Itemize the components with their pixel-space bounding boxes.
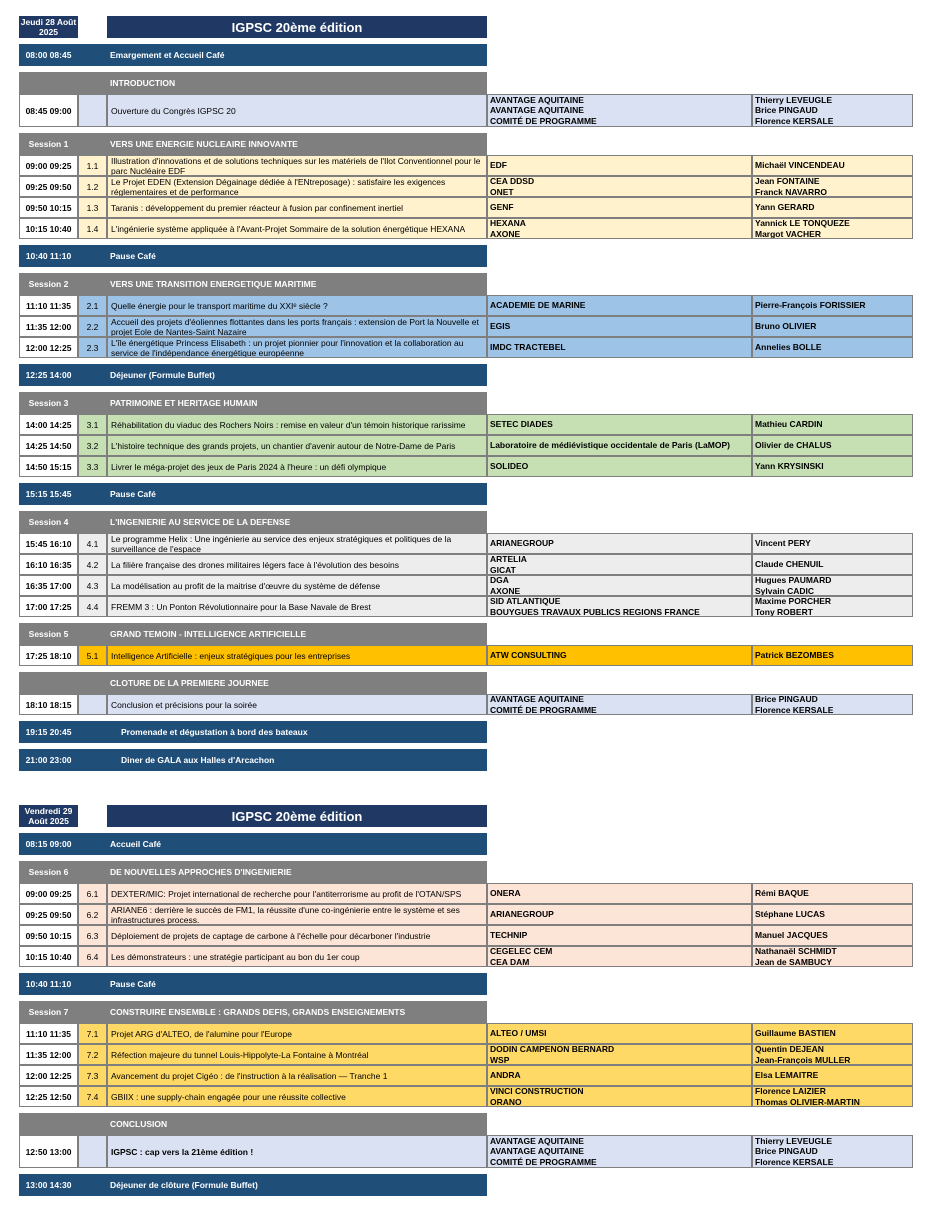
talk-title: Illustration d'innovations et de solutions techniques sur les matériels de l'Ilot Conventionnel pour le parc Nucléaire EDF [107,155,487,176]
organisation-name: ACADEMIE DE MARINE [490,300,586,311]
break-gap [78,364,107,386]
session-label: Session 2 [19,273,78,295]
talk-title: Taranis : développement du premier réacteur à fusion par confinement inertiel [107,197,487,218]
talk-time: 11:35 12:00 [19,1044,78,1065]
talk-time: 11:35 12:00 [19,316,78,337]
organisation-name: HEXANA [490,218,526,228]
talk-number [78,94,107,127]
talk-speakers [752,1135,913,1168]
speaker-name: Annelies BOLLE [755,342,822,353]
talk-title: La modélisation au profit de la maitrise d'œuvre du système de défense [107,575,487,596]
talk-speakers [752,337,913,358]
talk-title: Conclusion et précisions pour la soirée [107,694,487,715]
talk-number: 1.3 [78,197,107,218]
speaker-name: Brice PINGAUD [755,1146,818,1157]
organisation-name: ONET [490,186,514,197]
organisation-name: ARIANEGROUP [490,538,554,549]
organisation-name: CEGELEC CEM [490,946,553,956]
talk-organisations [487,533,752,554]
break-label: Pause Café [107,973,487,995]
break-gap [78,44,107,66]
speaker-name: Claude CHENUIL [755,559,824,570]
speaker-name: Florence KERSALE [755,115,834,126]
speaker-name: Florence KERSALE [755,1156,834,1167]
organisation-name: DODIN CAMPENON BERNARD [490,1044,615,1054]
talk-organisations [487,645,752,666]
session-gap [78,392,107,414]
session-gap [78,133,107,155]
break-time: 12:25 14:00 [19,364,78,386]
organisation-name: AVANTAGE AQUITAINE [490,1146,584,1157]
break-label: Diner de GALA aux Halles d'Arcachon [107,749,487,771]
talk-organisations [487,1065,752,1086]
talk-speakers [752,596,913,617]
talk-speakers [752,197,913,218]
talk-organisations [487,1023,752,1044]
talk-title: Le programme Helix : Une ingénierie au service des enjeux stratégiques et politiques de la surveillance de l'espace [107,533,487,554]
speaker-name: Manuel JACQUES [755,930,828,941]
talk-organisations [487,295,752,316]
speaker-name: Jean-François MULLER [755,1054,851,1065]
speaker-name: Michaël VINCENDEAU [755,160,845,171]
organisation-name: GENF [490,202,514,213]
talk-organisations [487,316,752,337]
session-title: DE NOUVELLES APPROCHES D'INGENIERIE [107,861,487,883]
talk-title: L'ingénierie système appliquée à l'Avant-Projet Sommaire de la solution énergétique HEXANA [107,218,487,239]
organisation-name: AXONE [490,585,521,596]
talk-number: 3.2 [78,435,107,456]
organisation-name: CEA DAM [490,956,530,967]
day-title-banner: IGPSC 20ème édition [107,16,487,38]
talk-organisations [487,694,752,715]
organisation-name: ATW CONSULTING [490,650,567,661]
speaker-name: Brice PINGAUD [755,694,818,704]
talk-number: 5.1 [78,645,107,666]
session-label [19,72,78,94]
talk-title: Accueil des projets d'éoliennes flottantes dans les ports français : extension de Port la Nouvelle et projet Eole de Nantes-Saint Nazaire [107,316,487,337]
talk-title: Réhabilitation du viaduc des Rochers Noirs : remise en valeur d'un témoin historique rarissime [107,414,487,435]
speaker-name: Pierre-François FORISSIER [755,300,866,311]
talk-organisations [487,925,752,946]
session-gap [78,511,107,533]
talk-time: 15:45 16:10 [19,533,78,554]
talk-speakers [752,414,913,435]
session-title: VERS UNE TRANSITION ENERGETIQUE MARITIME [107,273,487,295]
talk-time: 09:00 09:25 [19,155,78,176]
session-title: CLOTURE DE LA PREMIERE JOURNEE [107,672,487,694]
talk-time: 12:50 13:00 [19,1135,78,1168]
break-label: Pause Café [107,245,487,267]
break-gap [78,1174,107,1196]
break-time: 10:40 11:10 [19,973,78,995]
speaker-name: Vincent PERY [755,538,811,549]
talk-time: 08:45 09:00 [19,94,78,127]
organisation-name: ORANO [490,1096,522,1107]
talk-speakers [752,1065,913,1086]
session-gap [78,273,107,295]
talk-time: 14:25 14:50 [19,435,78,456]
talk-organisations [487,155,752,176]
talk-title: IGPSC : cap vers la 21ème édition ! [107,1135,487,1168]
speaker-name: Mathieu CARDIN [755,419,823,430]
talk-time: 14:00 14:25 [19,414,78,435]
talk-title: Les démonstrateurs : une stratégie participant au bon du 1er coup [107,946,487,967]
talk-organisations [487,1135,752,1168]
speaker-name: Patrick BEZOMBES [755,650,834,661]
talk-title: Déploiement de projets de captage de carbone à l'échelle pour décarboner l'industrie [107,925,487,946]
break-gap [78,833,107,855]
talk-number: 1.4 [78,218,107,239]
talk-number: 6.1 [78,883,107,904]
speaker-name: Guillaume BASTIEN [755,1028,836,1039]
organisation-name: VINCI CONSTRUCTION [490,1086,584,1096]
talk-organisations [487,883,752,904]
talk-organisations [487,946,752,967]
session-title: INTRODUCTION [107,72,487,94]
organisation-name: CEA DDSD [490,176,535,186]
organisation-name: AVANTAGE AQUITAINE [490,94,584,105]
break-gap [78,245,107,267]
talk-number: 4.4 [78,596,107,617]
talk-number: 1.2 [78,176,107,197]
speaker-name: Yannick LE TONQUEZE [755,218,850,228]
talk-title: L'île énergétique Princess Elisabeth : un projet pionnier pour l'innovation et la collaboration au service de l'indépendance énergétique européenne [107,337,487,358]
talk-speakers [752,925,913,946]
talk-speakers [752,946,913,967]
talk-organisations [487,596,752,617]
talk-time: 12:00 12:25 [19,1065,78,1086]
talk-speakers [752,554,913,575]
session-title: CONSTRUIRE ENSEMBLE : GRANDS DEFIS, GRANDS ENSEIGNEMENTS [107,1001,487,1023]
session-label: Session 7 [19,1001,78,1023]
talk-time: 09:00 09:25 [19,883,78,904]
talk-organisations [487,1044,752,1065]
talk-number: 7.2 [78,1044,107,1065]
speaker-name: Florence KERSALE [755,704,834,715]
session-gap [78,72,107,94]
talk-time: 16:10 16:35 [19,554,78,575]
session-label [19,672,78,694]
talk-number: 6.2 [78,904,107,925]
talk-number [78,1135,107,1168]
talk-title: ARIANE6 : derrière le succès de FM1, la réussite d'une co-ingénierie entre le système et ses infrastructures process. [107,904,487,925]
talk-title: Ouverture du Congrès IGPSC 20 [107,94,487,127]
speaker-name: Jean FONTAINE [755,176,820,186]
talk-number: 2.3 [78,337,107,358]
talk-organisations [487,94,752,127]
speaker-name: Hugues PAUMARD [755,575,832,585]
break-time: 15:15 15:45 [19,483,78,505]
organisation-name: BOUYGUES TRAVAUX PUBLICS REGIONS FRANCE [490,606,700,617]
talk-speakers [752,904,913,925]
speaker-name: Tony ROBERT [755,606,813,617]
organisation-name: ALTEO / UMSI [490,1028,547,1039]
session-label [19,1113,78,1135]
session-label: Session 1 [19,133,78,155]
speaker-name: Olivier de CHALUS [755,440,832,451]
break-gap [78,721,107,743]
speaker-name: Margot VACHER [755,228,821,239]
talk-time: 09:50 10:15 [19,925,78,946]
talk-time: 09:25 09:50 [19,176,78,197]
talk-title: Le Projet EDEN (Extension Dégainage dédiée à l'ENtreposage) : satisfaire les exigences réglementaires et de performance [107,176,487,197]
speaker-name: Brice PINGAUD [755,105,818,116]
day-title-banner: IGPSC 20ème édition [107,805,487,827]
talk-number: 1.1 [78,155,107,176]
talk-speakers [752,575,913,596]
break-time: 19:15 20:45 [19,721,78,743]
session-label: Session 4 [19,511,78,533]
session-title: PATRIMOINE ET HERITAGE HUMAIN [107,392,487,414]
talk-time: 17:00 17:25 [19,596,78,617]
break-label: Pause Café [107,483,487,505]
talk-number: 7.4 [78,1086,107,1107]
break-time: 08:15 09:00 [19,833,78,855]
speaker-name: Yann GERARD [755,202,815,213]
organisation-name: ANDRA [490,1070,521,1081]
talk-title: L'histoire technique des grands projets, un chantier d'avenir autour de Notre-Dame de Paris [107,435,487,456]
talk-speakers [752,155,913,176]
talk-title: Quelle énergie pour le transport maritime du XXIᵉ siècle ? [107,295,487,316]
speaker-name: Thomas OLIVIER-MARTIN [755,1096,860,1107]
talk-speakers [752,94,913,127]
speaker-name: Yann KRYSINSKI [755,461,824,472]
session-label: Session 6 [19,861,78,883]
speaker-name: Nathanaël SCHMIDT [755,946,837,956]
session-title: CONCLUSION [107,1113,487,1135]
talk-number: 7.1 [78,1023,107,1044]
talk-speakers [752,645,913,666]
talk-organisations [487,337,752,358]
organisation-name: EDF [490,160,507,171]
organisation-name: EGIS [490,321,511,332]
break-gap [78,483,107,505]
organisation-name: COMITÉ DE PROGRAMME [490,115,597,126]
organisation-name: TECHNIP [490,930,528,941]
break-time: 13:00 14:30 [19,1174,78,1196]
break-time: 08:00 08:45 [19,44,78,66]
break-label: Emargement et Accueil Café [107,44,487,66]
speaker-name: Sylvain CADIC [755,585,815,596]
talk-title: Projet ARG d'ALTEO, de l'alumine pour l'Europe [107,1023,487,1044]
talk-number [78,694,107,715]
talk-speakers [752,456,913,477]
talk-title: FREMM 3 : Un Ponton Révolutionnaire pour la Base Navale de Brest [107,596,487,617]
organisation-name: AVANTAGE AQUITAINE [490,105,584,116]
talk-organisations [487,414,752,435]
talk-number: 3.1 [78,414,107,435]
talk-time: 10:15 10:40 [19,946,78,967]
talk-speakers [752,1044,913,1065]
talk-time: 12:25 12:50 [19,1086,78,1107]
talk-speakers [752,1086,913,1107]
talk-number: 6.4 [78,946,107,967]
session-label: Session 5 [19,623,78,645]
break-gap [78,973,107,995]
talk-title: Intelligence Artificielle : enjeux stratégiques pour les entreprises [107,645,487,666]
session-title: GRAND TEMOIN - INTELLIGENCE ARTIFICIELLE [107,623,487,645]
speaker-name: Rémi BAQUE [755,888,809,899]
talk-organisations [487,176,752,197]
talk-number: 6.3 [78,925,107,946]
talk-speakers [752,694,913,715]
talk-time: 17:25 18:10 [19,645,78,666]
organisation-name: COMITÉ DE PROGRAMME [490,1156,597,1167]
organisation-name: AVANTAGE AQUITAINE [490,1135,584,1146]
break-time: 10:40 11:10 [19,245,78,267]
talk-title: Livrer le méga-projet des jeux de Paris 2024 à l'heure : un défi olympique [107,456,487,477]
talk-title: GBIIX : une supply-chain engagée pour une réussite collective [107,1086,487,1107]
talk-organisations [487,197,752,218]
talk-organisations [487,435,752,456]
speaker-name: Bruno OLIVIER [755,321,817,332]
talk-number: 2.2 [78,316,107,337]
talk-number: 2.1 [78,295,107,316]
organisation-name: ONERA [490,888,521,899]
talk-time: 09:50 10:15 [19,197,78,218]
talk-number: 7.3 [78,1065,107,1086]
organisation-name: ARTELIA [490,554,527,564]
talk-time: 11:10 11:35 [19,295,78,316]
talk-speakers [752,533,913,554]
break-time: 21:00 23:00 [19,749,78,771]
session-title: VERS UNE ENERGIE NUCLEAIRE INNOVANTE [107,133,487,155]
session-title: L'INGENIERIE AU SERVICE DE LA DEFENSE [107,511,487,533]
talk-speakers [752,218,913,239]
organisation-name: AXONE [490,228,521,239]
talk-number: 4.2 [78,554,107,575]
talk-organisations [487,904,752,925]
organisation-name: SETEC DIADES [490,419,553,430]
talk-time: 09:25 09:50 [19,904,78,925]
talk-speakers [752,316,913,337]
organisation-name: SOLIDEO [490,461,529,472]
organisation-name: DGA [490,575,509,585]
speaker-name: Maxime PORCHER [755,596,832,606]
talk-organisations [487,575,752,596]
speaker-name: Quentin DEJEAN [755,1044,824,1054]
talk-organisations [487,1086,752,1107]
speaker-name: Franck NAVARRO [755,186,827,197]
talk-number: 4.3 [78,575,107,596]
talk-organisations [487,218,752,239]
break-label: Déjeuner (Formule Buffet) [107,364,487,386]
talk-speakers [752,176,913,197]
session-gap [78,623,107,645]
talk-time: 18:10 18:15 [19,694,78,715]
speaker-name: Thierry LEVEUGLE [755,94,832,105]
break-label: Déjeuner de clôture (Formule Buffet) [107,1174,487,1196]
talk-time: 11:10 11:35 [19,1023,78,1044]
session-gap [78,672,107,694]
talk-organisations [487,456,752,477]
organisation-name: WSP [490,1054,510,1065]
break-label: Promenade et dégustation à bord des bateaux [107,721,487,743]
session-gap [78,1001,107,1023]
organisation-name: GICAT [490,564,516,575]
talk-speakers [752,883,913,904]
talk-title: Avancement du projet Cigéo : de l'instruction à la réalisation — Tranche 1 [107,1065,487,1086]
talk-title: Réfection majeure du tunnel Louis-Hippolyte-La Fontaine à Montréal [107,1044,487,1065]
speaker-name: Elsa LEMAITRE [755,1070,819,1081]
break-gap [78,749,107,771]
organisation-name: SID ATLANTIQUE [490,596,561,606]
talk-speakers [752,435,913,456]
day-date-header: Vendredi 29 Août 2025 [19,805,78,827]
organisation-name: AVANTAGE AQUITAINE [490,694,584,704]
day-date-header: Jeudi 28 Août 2025 [20,17,77,37]
speaker-name: Florence LAIZIER [755,1086,826,1096]
talk-time: 12:00 12:25 [19,337,78,358]
session-gap [78,1113,107,1135]
talk-number: 3.3 [78,456,107,477]
talk-speakers [752,295,913,316]
break-label: Accueil Café [107,833,487,855]
talk-speakers [752,1023,913,1044]
talk-title: La filière française des drones militaires légers face à l'évolution des besoins [107,554,487,575]
organisation-name: IMDC TRACTEBEL [490,342,566,353]
organisation-name: COMITÉ DE PROGRAMME [490,704,597,715]
talk-title: DEXTER/MIC: Projet international de recherche pour l'antiterrorisme au profit de l'OTAN/SPS [107,883,487,904]
talk-time: 16:35 17:00 [19,575,78,596]
speaker-name: Jean de SAMBUCY [755,956,832,967]
session-gap [78,861,107,883]
speaker-name: Stéphane LUCAS [755,909,825,920]
organisation-name: ARIANEGROUP [490,909,554,920]
talk-time: 14:50 15:15 [19,456,78,477]
talk-time: 10:15 10:40 [19,218,78,239]
organisation-name: Laboratoire de médiévistique occidentale de Paris (LaMOP) [490,440,730,451]
talk-number: 4.1 [78,533,107,554]
speaker-name: Thierry LEVEUGLE [755,1135,832,1146]
talk-organisations [487,554,752,575]
session-label: Session 3 [19,392,78,414]
